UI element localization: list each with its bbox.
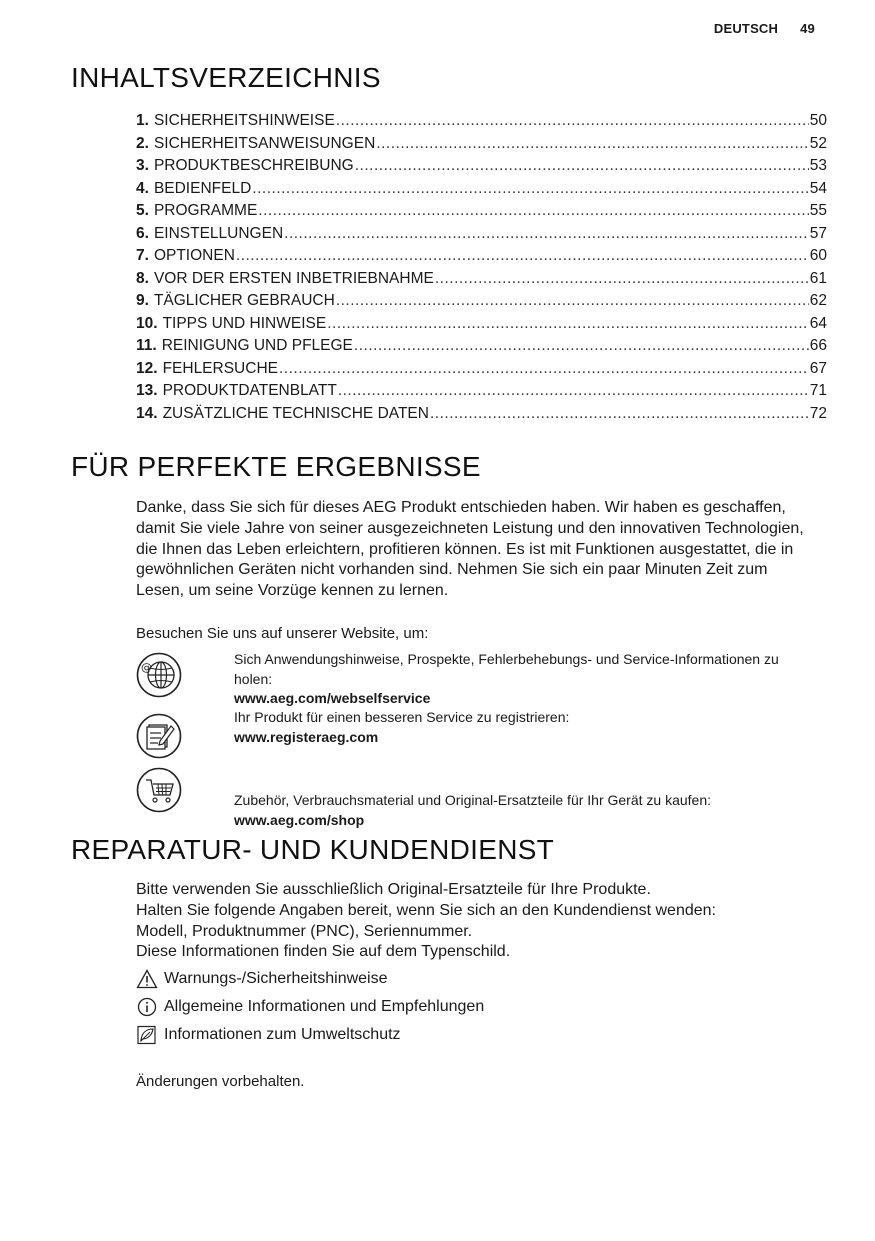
symbol-legend (136, 965, 736, 1049)
toc-leader-dots (376, 133, 808, 156)
service-link[interactable]: www.aeg.com/shop (234, 811, 365, 828)
toc-item[interactable] (136, 313, 827, 336)
page-header (714, 21, 815, 36)
toc-leader-dots (338, 380, 809, 403)
svg-text:@: @ (141, 661, 152, 674)
toc-item[interactable] (136, 110, 827, 133)
toc-item-number: 4. (136, 179, 149, 197)
toc-item-label: PRODUKTDATENBLATT (162, 382, 337, 399)
toc-item-number: 6. (136, 224, 149, 242)
toc-item-number: 7. (136, 247, 149, 264)
changes-reserved-note: Änderungen vorbehalten. (136, 1073, 305, 1090)
toc-item[interactable] (136, 290, 827, 313)
toc-leader-dots (284, 223, 809, 246)
toc-item[interactable] (136, 403, 827, 426)
toc-item-number: 9. (136, 292, 149, 309)
toc-item[interactable] (136, 245, 827, 268)
toc-item-page: 53 (809, 157, 827, 174)
toc-item-page: 60 (809, 247, 827, 264)
toc-item-page: 67 (809, 359, 827, 377)
toc-item-page: 55 (809, 202, 827, 219)
legend-item (136, 993, 736, 1021)
toc-item-page: 50 (809, 112, 827, 129)
toc-item[interactable] (136, 223, 827, 246)
toc-item-page: 61 (809, 269, 827, 287)
toc-leader-dots (355, 155, 809, 178)
service-description: Zubehör, Verbrauchsmaterial und Original-Ersatzteile für Ihr Gerät zu kaufen: (234, 792, 712, 808)
toc-item-label: PRODUKTBESCHREIBUNG (153, 157, 354, 174)
toc-item-label: SICHERHEITSHINWEISE (153, 112, 335, 129)
toc-item-number: 5. (136, 202, 149, 219)
section-title-repair-service: REPARATUR- UND KUNDENDIENST (71, 834, 555, 865)
toc-item-label: TIPPS UND HINWEISE (162, 314, 327, 332)
leaf-icon (136, 1025, 158, 1045)
toc-item[interactable] (136, 358, 827, 381)
toc-item-number: 14. (136, 404, 158, 422)
toc-leader-dots (336, 110, 809, 133)
toc-leader-dots (354, 335, 809, 358)
toc-item[interactable] (136, 200, 827, 223)
toc-item-label: ZUSÄTZLICHE TECHNISCHE DATEN (162, 404, 429, 422)
toc-item-page: 52 (809, 134, 827, 152)
visit-website-text: Besuchen Sie uns auf unserer Website, um: (136, 625, 429, 642)
toc-item-number: 1. (136, 112, 149, 129)
legend-label: Warnungs-/Sicherheitshinweise (164, 970, 388, 987)
toc-item-label: SICHERHEITSANWEISUNGEN (153, 134, 376, 152)
toc-item-number: 13. (136, 382, 158, 399)
toc-item-label: OPTIONEN (153, 247, 235, 264)
service-link[interactable]: www.registeraeg.com (234, 728, 379, 745)
toc-item-number: 10. (136, 314, 158, 332)
toc-title: INHALTSVERZEICHNIS (71, 62, 381, 93)
header-language: DEUTSCH (713, 21, 779, 36)
section-title-perfect-results: FÜR PERFEKTE ERGEBNISSE (71, 451, 481, 482)
toc-leader-dots (435, 268, 809, 291)
warning-icon (136, 969, 158, 989)
toc-item-label: FEHLERSUCHE (162, 359, 278, 377)
toc-item-page: 71 (809, 382, 827, 399)
toc-item[interactable] (136, 335, 827, 358)
toc-item-number: 3. (136, 157, 149, 174)
toc-item-label: EINSTELLUNGEN (153, 224, 284, 242)
shopping-cart-icon (136, 767, 182, 813)
intro-paragraph: Danke, dass Sie sich für dieses AEG Produkt entschieden haben. Wir haben es geschaffen, damit Sie viele Jahre von seiner ausgezeichneten Leistung und den innovativen Technologien, die Ihnen das Leben erleichtern, profitieren können. Es ist mit Funktionen ausgestattet, die in gewöhnlichen Geräten nicht vorhanden sind. Nehmen Sie sich ein paar Minuten Zeit zum Lesen, um seine Vorzüge kennen zu lernen. (136, 499, 804, 600)
toc-leader-dots (258, 200, 808, 223)
toc-item-label: VOR DER ERSTEN INBETRIEBNAHME (153, 269, 434, 287)
web-globe-icon (136, 652, 182, 698)
legend-label: Allgemeine Informationen und Empfehlungen (164, 998, 485, 1015)
toc-item-page: 54 (809, 179, 827, 197)
toc-item-label: PROGRAMME (153, 202, 258, 219)
service-description: Sich Anwendungshinweise, Prospekte, Fehlerbehebungs- und Service-Informationen zu holen: (234, 651, 779, 687)
toc-leader-dots (252, 178, 808, 201)
toc-leader-dots (236, 245, 809, 268)
header-page-number: 49 (800, 21, 815, 36)
toc-item-number: 8. (136, 269, 149, 287)
toc-item-page: 72 (809, 404, 827, 422)
service-link[interactable]: www.aeg.com/webselfservice (234, 690, 431, 706)
toc-item[interactable] (136, 380, 827, 403)
register-form-icon (136, 713, 182, 759)
toc-item[interactable] (136, 178, 827, 201)
legend-item (136, 1021, 736, 1049)
repair-intro (136, 880, 816, 963)
toc-item-page: 64 (809, 314, 827, 332)
toc-item[interactable] (136, 155, 827, 178)
toc-item-page: 57 (809, 224, 827, 242)
toc-leader-dots (430, 403, 809, 426)
toc-item-label: REINIGUNG UND PFLEGE (161, 337, 353, 354)
toc-leader-dots (327, 313, 809, 336)
toc-item[interactable] (136, 133, 827, 156)
toc-item-page: 66 (809, 337, 827, 354)
table-of-contents (136, 110, 827, 425)
toc-item-label: BEDIENFELD (153, 179, 252, 197)
toc-item-label: TÄGLICHER GEBRAUCH (153, 292, 335, 309)
info-icon (136, 997, 158, 1017)
repair-line: Bitte verwenden Sie ausschließlich Original-Ersatzteile für Ihre Produkte. (136, 881, 651, 898)
legend-item (136, 965, 736, 993)
repair-line: Halten Sie folgende Angaben bereit, wenn Sie sich an den Kundendienst wenden: Modell, Produktnummer (PNC), Seriennummer. (136, 901, 716, 940)
toc-item-number: 11. (136, 337, 157, 354)
repair-line: Diese Informationen finden Sie auf dem Typenschild. (136, 943, 511, 961)
toc-leader-dots (336, 290, 809, 313)
toc-item-number: 2. (136, 134, 149, 152)
service-description: Ihr Produkt für einen besseren Service zu registrieren: (234, 709, 570, 725)
legend-label: Informationen zum Umweltschutz (164, 1026, 401, 1043)
toc-leader-dots (279, 358, 809, 381)
toc-item-number: 12. (136, 359, 158, 377)
toc-item[interactable] (136, 268, 827, 291)
toc-item-page: 62 (809, 292, 827, 309)
